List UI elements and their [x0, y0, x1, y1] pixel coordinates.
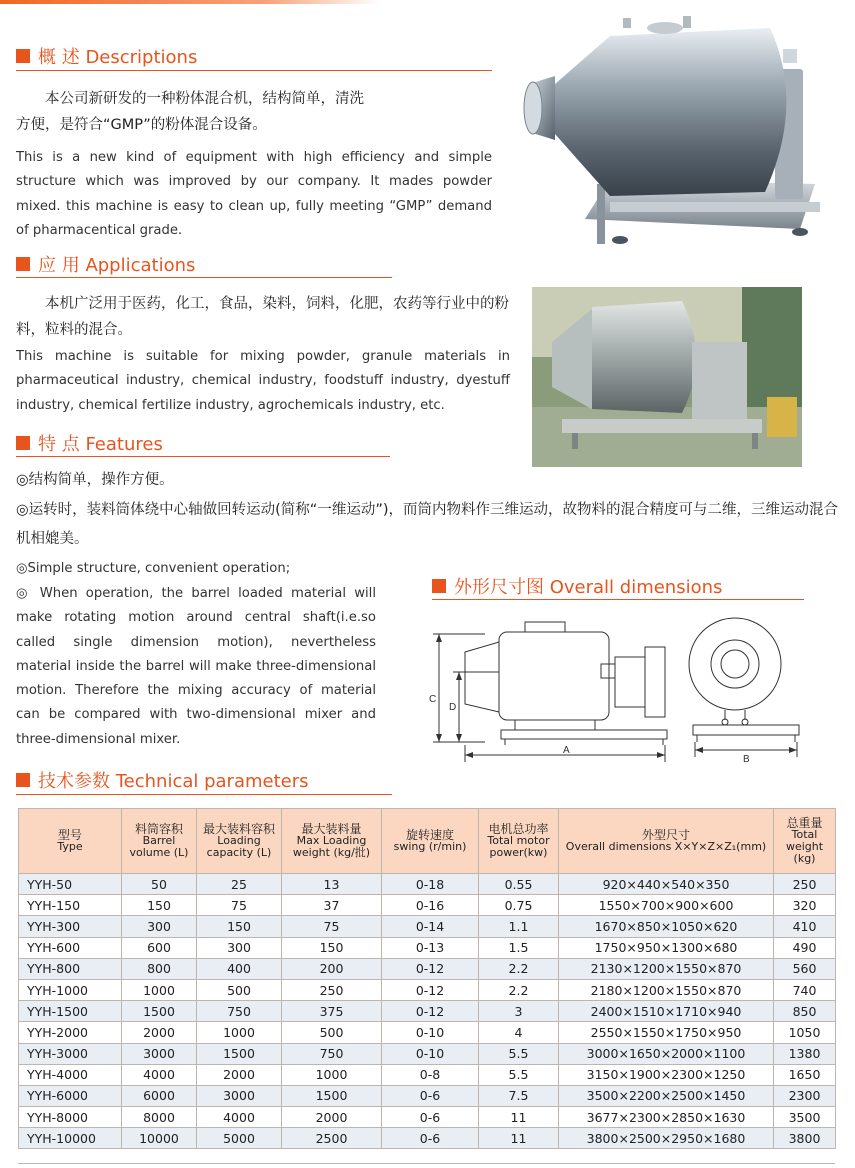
table-row	[19, 979, 836, 1000]
cell-max-loading-weight: 200	[282, 958, 382, 979]
cell-overall-dimensions: 3000×1650×2000×1100	[559, 1043, 774, 1064]
cell-type: YYH-1000	[19, 979, 122, 1000]
features-divider	[16, 456, 390, 457]
dimension-label-d: D	[449, 702, 457, 713]
applications-title: 应 用 Applications	[38, 255, 196, 276]
cell-motor-power: 11	[479, 1107, 559, 1128]
cell-total-weight: 560	[774, 958, 836, 979]
header-barrel-volume: 料筒容积 Barrel volume (L)	[122, 809, 197, 874]
descriptions-title: 概 述 Descriptions	[38, 47, 198, 68]
technical-heading	[16, 768, 309, 792]
cell-loading-capacity: 4000	[197, 1107, 282, 1128]
cell-overall-dimensions: 3150×1900×2300×1250	[559, 1064, 774, 1085]
cell-barrel-volume: 6000	[122, 1085, 197, 1106]
cell-barrel-volume: 300	[122, 916, 197, 937]
cell-loading-capacity: 3000	[197, 1085, 282, 1106]
cell-overall-dimensions: 3500×2200×2500×1450	[559, 1085, 774, 1106]
cell-swing: 0-12	[382, 1001, 479, 1022]
features-zh-point-1: ◎结构简单，操作方便。	[16, 472, 174, 488]
cell-loading-capacity: 1000	[197, 1022, 282, 1043]
cell-overall-dimensions: 2400×1510×1710×940	[559, 1001, 774, 1022]
cell-type: YYH-6000	[19, 1085, 122, 1106]
header-overall-dimensions: 外型尺寸 Overall dimensions X×Y×Z×Z₁(mm)	[559, 809, 774, 874]
cell-type: YYH-4000	[19, 1064, 122, 1085]
cell-total-weight: 850	[774, 1001, 836, 1022]
cell-swing: 0-6	[382, 1085, 479, 1106]
cell-overall-dimensions: 3677×2300×2850×1630	[559, 1107, 774, 1128]
cell-barrel-volume: 1500	[122, 1001, 197, 1022]
dimensions-heading	[432, 574, 722, 598]
cell-overall-dimensions: 2180×1200×1550×870	[559, 979, 774, 1000]
features-title: 特 点 Features	[38, 434, 163, 455]
table-header-row	[19, 809, 836, 874]
cell-loading-capacity: 5000	[197, 1128, 282, 1149]
top-accent-bar	[0, 0, 380, 4]
table-bottom-rule	[18, 1163, 835, 1164]
table-row	[19, 1064, 836, 1085]
cell-type: YYH-800	[19, 958, 122, 979]
overall-dimensions-drawing	[425, 612, 815, 770]
cell-max-loading-weight: 75	[282, 916, 382, 937]
table-row	[19, 937, 836, 958]
cell-type: YYH-50	[19, 874, 122, 895]
cell-max-loading-weight: 1500	[282, 1085, 382, 1106]
cell-swing: 0-6	[382, 1107, 479, 1128]
cell-loading-capacity: 300	[197, 937, 282, 958]
cell-type: YYH-8000	[19, 1107, 122, 1128]
cell-barrel-volume: 800	[122, 958, 197, 979]
features-en-point-2: ◎ When operation, the barrel loaded material will make rotating motion around central shaft(i.e.so called single dimension motion), nevertheless material inside the barrel will make three-dimensional motion. Therefore the mixing accuracy of material can be compared with two-dimensional mixer and three-dimensional mixer.	[16, 586, 376, 747]
cell-motor-power: 5.5	[479, 1043, 559, 1064]
cell-barrel-volume: 3000	[122, 1043, 197, 1064]
cell-max-loading-weight: 2500	[282, 1128, 382, 1149]
cell-barrel-volume: 10000	[122, 1128, 197, 1149]
applications-en-text: This machine is suitable for mixing powder, granule materials in pharmaceutical industry, chemical industry, foodstuff industry, dyestuff industry, chemical fertilize industry, agrochemicals industry, etc.	[16, 349, 510, 413]
descriptions-heading	[16, 44, 197, 68]
descriptions-zh-text: 本公司新研发的一种粉体混合机，结构简单，清洗方便，是符合“GMP”的粉体混合设备。	[16, 91, 364, 133]
bullet-square-icon	[16, 436, 30, 450]
cell-overall-dimensions: 2130×1200×1550×870	[559, 958, 774, 979]
technical-divider	[16, 794, 392, 795]
cell-max-loading-weight: 500	[282, 1022, 382, 1043]
cell-total-weight: 1380	[774, 1043, 836, 1064]
header-loading-capacity: 最大装料容积 Loading capacity (L)	[197, 809, 282, 874]
cell-motor-power: 5.5	[479, 1064, 559, 1085]
mixer-factory-photo	[532, 287, 802, 467]
cell-barrel-volume: 600	[122, 937, 197, 958]
cell-swing: 0-8	[382, 1064, 479, 1085]
cell-type: YYH-2000	[19, 1022, 122, 1043]
applications-divider	[16, 277, 392, 278]
cell-type: YYH-150	[19, 895, 122, 916]
cell-motor-power: 2.2	[479, 979, 559, 1000]
cell-total-weight: 1050	[774, 1022, 836, 1043]
cell-total-weight: 3500	[774, 1107, 836, 1128]
cell-max-loading-weight: 750	[282, 1043, 382, 1064]
cell-total-weight: 320	[774, 895, 836, 916]
cell-max-loading-weight: 150	[282, 937, 382, 958]
cell-type: YYH-10000	[19, 1128, 122, 1149]
cell-swing: 0-10	[382, 1022, 479, 1043]
header-motor-power: 电机总功率 Total motor power(kw)	[479, 809, 559, 874]
table-row	[19, 916, 836, 937]
cell-barrel-volume: 4000	[122, 1064, 197, 1085]
cell-total-weight: 490	[774, 937, 836, 958]
technical-title: 技术参数 Technical parameters	[38, 771, 309, 792]
cell-barrel-volume: 1000	[122, 979, 197, 1000]
cell-barrel-volume: 8000	[122, 1107, 197, 1128]
cell-type: YYH-3000	[19, 1043, 122, 1064]
cell-overall-dimensions: 1670×850×1050×620	[559, 916, 774, 937]
cell-swing: 0-18	[382, 874, 479, 895]
cell-total-weight: 740	[774, 979, 836, 1000]
cell-swing: 0-14	[382, 916, 479, 937]
cell-max-loading-weight: 2000	[282, 1107, 382, 1128]
cell-swing: 0-16	[382, 895, 479, 916]
cell-total-weight: 3800	[774, 1128, 836, 1149]
features-zh-point-2: ◎运转时，装料筒体绕中心轴做回转运动(简称“一维运动”)，而筒内物料作三维运动，故物料的混合精度可与二维，三维运动混合机相媲美。	[16, 502, 838, 547]
cell-loading-capacity: 2000	[197, 1064, 282, 1085]
cell-motor-power: 0.75	[479, 895, 559, 916]
descriptions-divider	[16, 70, 492, 71]
cell-motor-power: 1.5	[479, 937, 559, 958]
cell-max-loading-weight: 1000	[282, 1064, 382, 1085]
cell-overall-dimensions: 3800×2500×2950×1680	[559, 1128, 774, 1149]
header-swing: 旋转速度 swing (r/min)	[382, 809, 479, 874]
cell-barrel-volume: 150	[122, 895, 197, 916]
table-row	[19, 874, 836, 895]
cell-loading-capacity: 150	[197, 916, 282, 937]
cell-type: YYH-1500	[19, 1001, 122, 1022]
dimensions-title: 外形尺寸图 Overall dimensions	[454, 577, 723, 598]
header-type: 型号 Type	[19, 809, 122, 874]
cell-total-weight: 1650	[774, 1064, 836, 1085]
cell-barrel-volume: 50	[122, 874, 197, 895]
cell-max-loading-weight: 375	[282, 1001, 382, 1022]
cell-swing: 0-12	[382, 979, 479, 1000]
applications-heading	[16, 252, 195, 276]
applications-zh-text: 本机广泛用于医药，化工，食品，染料，饲料，化肥，农药等行业中的粉料，粒料的混合。	[16, 296, 509, 338]
cell-loading-capacity: 25	[197, 874, 282, 895]
cell-motor-power: 1.1	[479, 916, 559, 937]
table-row	[19, 1043, 836, 1064]
table-row	[19, 1085, 836, 1106]
cell-max-loading-weight: 37	[282, 895, 382, 916]
table-row	[19, 1022, 836, 1043]
cell-motor-power: 3	[479, 1001, 559, 1022]
cell-total-weight: 250	[774, 874, 836, 895]
cell-motor-power: 0.55	[479, 874, 559, 895]
table-row	[19, 958, 836, 979]
mixer-product-photo	[515, 14, 820, 250]
cell-swing: 0-12	[382, 958, 479, 979]
bullet-square-icon	[16, 773, 30, 787]
cell-total-weight: 2300	[774, 1085, 836, 1106]
technical-parameters-table	[18, 808, 836, 1149]
table-row	[19, 1128, 836, 1149]
cell-loading-capacity: 500	[197, 979, 282, 1000]
cell-loading-capacity: 1500	[197, 1043, 282, 1064]
descriptions-en-text: This is a new kind of equipment with high efficiency and simple structure which was improved by our company. It mades powder mixed. this machine is easy to clean up, fully meeting “GMP” demand of pharmacentical grade.	[16, 150, 492, 238]
dimension-label-b: B	[743, 754, 750, 765]
cell-max-loading-weight: 13	[282, 874, 382, 895]
header-total-weight: 总重量 Total weight (kg)	[774, 809, 836, 874]
features-heading	[16, 431, 163, 455]
cell-overall-dimensions: 920×440×540×350	[559, 874, 774, 895]
table-row	[19, 1001, 836, 1022]
table-row	[19, 1107, 836, 1128]
features-en-point-1: ◎Simple structure, convenient operation;	[16, 561, 291, 576]
cell-total-weight: 410	[774, 916, 836, 937]
cell-loading-capacity: 400	[197, 958, 282, 979]
bullet-square-icon	[16, 257, 30, 271]
cell-loading-capacity: 75	[197, 895, 282, 916]
cell-swing: 0-10	[382, 1043, 479, 1064]
cell-overall-dimensions: 1750×950×1300×680	[559, 937, 774, 958]
cell-swing: 0-6	[382, 1128, 479, 1149]
dimensions-divider	[432, 599, 804, 600]
cell-swing: 0-13	[382, 937, 479, 958]
cell-barrel-volume: 2000	[122, 1022, 197, 1043]
cell-loading-capacity: 750	[197, 1001, 282, 1022]
cell-type: YYH-600	[19, 937, 122, 958]
cell-motor-power: 7.5	[479, 1085, 559, 1106]
header-max-loading-weight: 最大装料量 Max Loading weight (kg/批)	[282, 809, 382, 874]
table-row	[19, 895, 836, 916]
cell-motor-power: 4	[479, 1022, 559, 1043]
cell-motor-power: 11	[479, 1128, 559, 1149]
dimension-label-a: A	[563, 745, 570, 756]
cell-overall-dimensions: 1550×700×900×600	[559, 895, 774, 916]
cell-overall-dimensions: 2550×1550×1750×950	[559, 1022, 774, 1043]
bullet-square-icon	[432, 579, 446, 593]
table-body	[19, 874, 836, 1149]
cell-type: YYH-300	[19, 916, 122, 937]
dimension-label-c: C	[429, 694, 437, 705]
cell-max-loading-weight: 250	[282, 979, 382, 1000]
cell-motor-power: 2.2	[479, 958, 559, 979]
bullet-square-icon	[16, 49, 30, 63]
